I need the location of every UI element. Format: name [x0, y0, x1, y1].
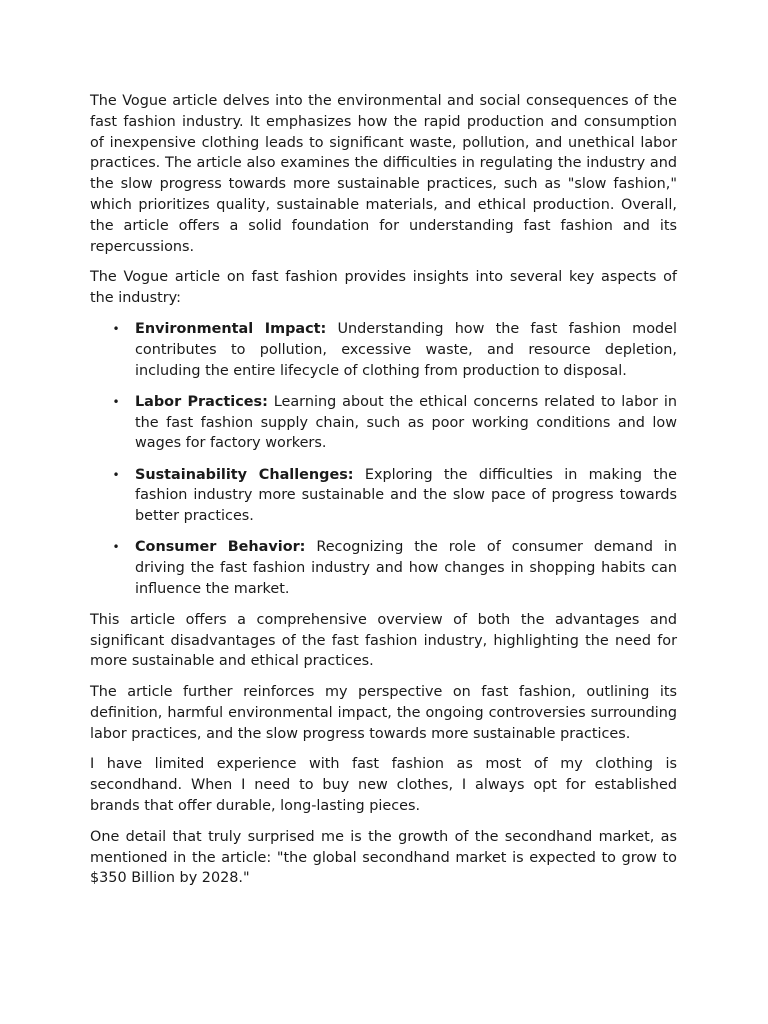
closing-paragraph-perspective: The article further reinforces my perspective on fast fashion, outlining its definition, harmful environmental impact, the ongoing controversies surrounding labor practices, and the slow progress towards more sustainable practices.	[90, 684, 677, 742]
list-item-text: Understanding how the fast fashion model contributes to pollution, excessive waste, and resource depletion, including the entire lifecycle of clothing from production to disposal.	[135, 320, 677, 379]
list-item-text: Recognizing the role of consumer demand in driving the fast fashion industry and how changes in shopping habits can influence the market.	[135, 539, 677, 597]
list-item-labor-practices	[112, 392, 677, 454]
closing-paragraph-overview: This article offers a comprehensive overview of both the advantages and significant disadvantages of the fast fashion industry, highlighting the need for more sustainable and ethical practices.	[90, 611, 677, 670]
intro-paragraph-summary: The Vogue article delves into the environmental and social consequences of the fast fashion industry. It emphasizes how the rapid production and consumption of inexpensive clothing leads to significant waste, pollution, and unethical labor practices. The article also examines the difficulties in regulating the industry and the slow progress towards more sustainable practices, such as "slow fashion," which prioritizes quality, sustainable materials, and ethical production. Overall, the article offers a solid foundation for understanding fast fashion and its repercussions.	[90, 93, 677, 255]
closing-paragraph-experience: I have limited experience with fast fashion as most of my clothing is secondhand. When I need to buy new clothes, I always opt for established brands that offer durable, long-lasting pieces.	[90, 756, 677, 815]
list-item-term: Sustainability Challenges:	[135, 466, 354, 483]
list-item-environmental-impact	[112, 319, 677, 381]
bullet-icon: •	[112, 394, 120, 409]
list-item-term: Labor Practices:	[135, 393, 268, 410]
list-item-consumer-behavior	[112, 537, 677, 599]
closing-paragraph-secondhand-market: One detail that truly surprised me is the growth of the secondhand market, as mentioned in the article: "the global secondhand market is expected to grow to $350 Billion by 2028."	[90, 828, 677, 887]
list-item-text: Exploring the difficulties in making the fashion industry more sustainable and the slow pace of progress towards better practices.	[135, 466, 677, 525]
bullet-icon: •	[112, 321, 120, 336]
key-aspects-list	[90, 319, 677, 600]
document-body	[90, 91, 677, 899]
bullet-icon: •	[112, 540, 120, 555]
list-item-term: Environmental Impact:	[135, 320, 327, 337]
list-item-term: Consumer Behavior:	[135, 539, 306, 556]
intro-paragraph-aspects: The Vogue article on fast fashion provides insights into several key aspects of the industry:	[90, 269, 677, 307]
list-item-sustainability-challenges	[112, 465, 677, 527]
bullet-icon: •	[112, 467, 120, 482]
list-item-text: Learning about the ethical concerns related to labor in the fast fashion supply chain, such as poor working conditions and low wages for factory workers.	[135, 393, 677, 452]
